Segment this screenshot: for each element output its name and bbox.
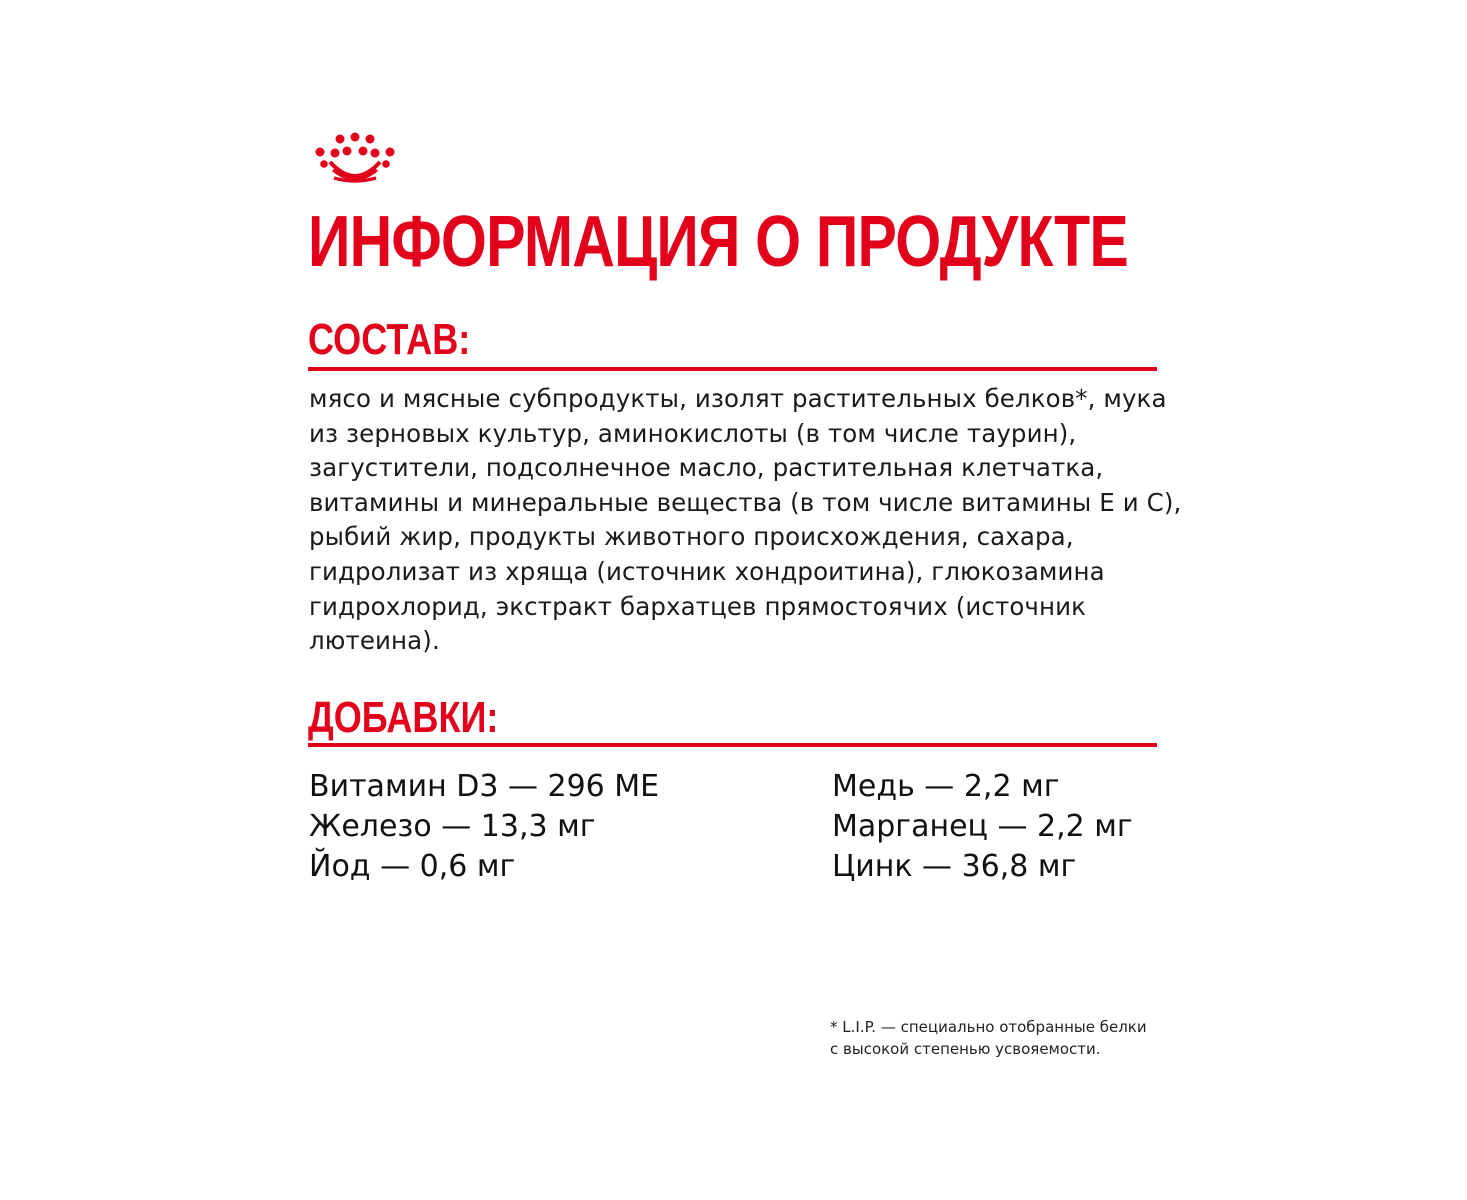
composition-heading: СОСТАВ:	[308, 315, 471, 364]
additives-list-right	[832, 767, 1133, 887]
additive-item-zinc: Цинк — 36,8 мг	[832, 849, 1077, 884]
additive-item-copper: Медь — 2,2 мг	[832, 769, 1060, 804]
footnote-line-2: с высокой степенью усвояемости.	[830, 1040, 1101, 1058]
footnote-line-1: * L.I.P. — специально отобранные белки	[830, 1018, 1147, 1036]
additives-list-left	[309, 767, 659, 887]
additive-item-iron: Железо — 13,3 мг	[309, 809, 596, 844]
additive-item-manganese: Марганец — 2,2 мг	[832, 809, 1133, 844]
additive-item-vitamin-d3: Витамин D3 — 296 МЕ	[309, 769, 660, 804]
additive-item-iodine: Йод — 0,6 мг	[309, 849, 516, 884]
page-title: ИНФОРМАЦИЯ О ПРОДУКТЕ	[308, 202, 1128, 282]
additives-divider	[308, 743, 1157, 747]
composition-divider	[308, 367, 1157, 371]
royal-crown-icon	[310, 132, 400, 186]
additives-heading: ДОБАВКИ:	[308, 693, 499, 742]
composition-text: мясо и мясные субпродукты, изолят растительных белков*, мука из зерновых культур, аминокислоты (в том числе таурин), загустители, подсолнечное масло, растительная клетчатка, витамины и минеральные вещества (в том числе витамины Е и С), рыбий жир, продукты животного происхождения, сахара, гидролизат из хряща (источник хондроитина), глюкозамина гидрохлорид, экстракт бархатцев прямостоячих (источник лютеина).	[309, 384, 1182, 656]
footnote	[830, 1016, 1190, 1060]
